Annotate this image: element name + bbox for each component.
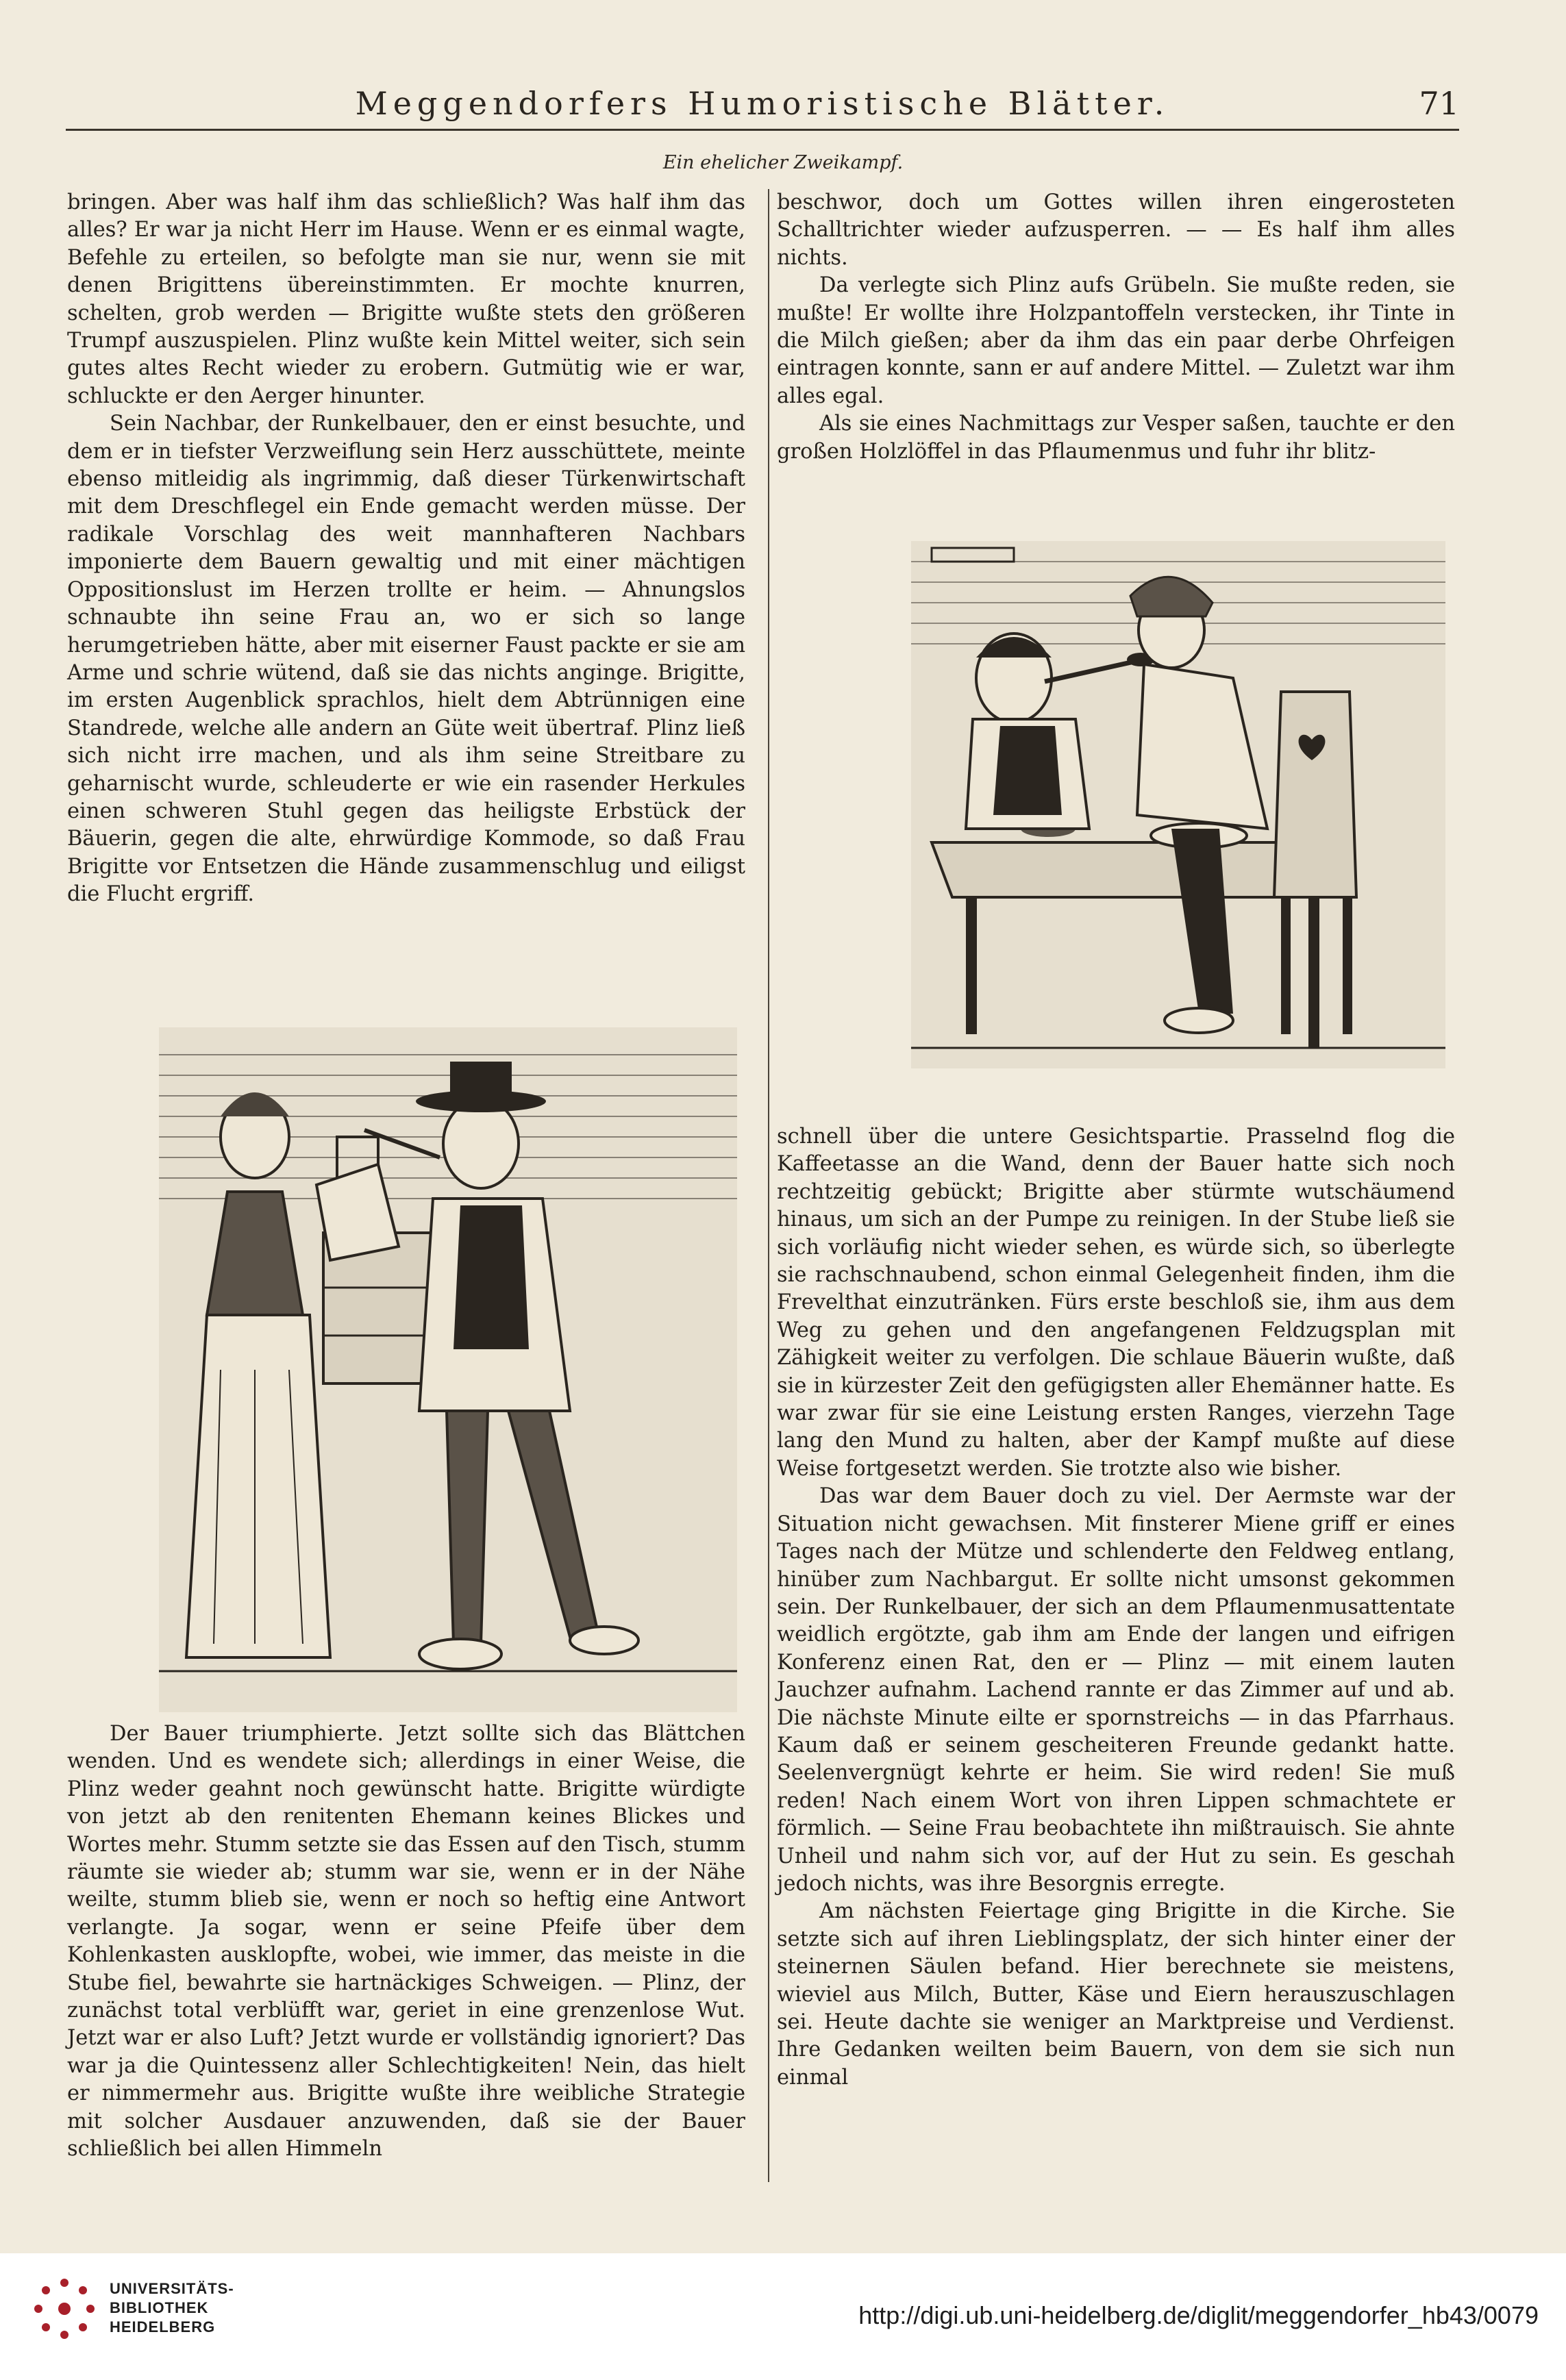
illustration-couple-standing [159, 1027, 737, 1712]
paragraph: Am nächsten Feiertage ging Brigitte in die Kirche. Sie setzte sich auf ihren Lieblingsplatz, der sich hinter einer der steinernen Säulen befand. Hier berechnete sie meistens, wieviel aus Milch, Butter, Käse und Eiern herauszuschlagen sei. Heute dachte sie weniger an Marktpreise und Verdienst. Ihre Gedanken weilten beim Bauern, von dem sie sich nun einmal [777, 1899, 1455, 2090]
right-column-top [777, 189, 1455, 466]
couple-drawing [159, 1027, 737, 1712]
left-column-bottom [67, 1720, 745, 2164]
paragraph: Als sie eines Nachmittags zur Vesper saßen, tauchte er den großen Holzlöffel in das Pflaumenmus und fuhr ihr blitz- [777, 412, 1455, 464]
magazine-title: Meggendorfers Humoristische Blätter. [355, 85, 1170, 122]
paragraph: Der Bauer triumphierte. Jetzt sollte sich das Blättchen wenden. Und es wendete sich; allerdings in einer Weise, die Plinz weder geahnt noch gewünscht hatte. Brigitte würdigte von jetzt ab den renitenten Ehemann keines Blickes und Wortes mehr. Stumm setzte sie das Essen auf den Tisch, stumm räumte sie wieder ab; stumm war sie, wenn er in der Nähe weilte, stumm blieb sie, wenn er noch so heftig eine Antwort verlangte. Ja sogar, wenn er seine Pfeife über dem Kohlenkasten ausklopfte, wobei, wie immer, das meiste in die Stube fiel, bewahrte sie hartnäckiges Schweigen. — Plinz, der zunächst total verblüfft war, geriet in eine grenzenlose Wut. Jetzt war er also Luft? Jetzt wurde er vollständig ignoriert? Das war ja die Quintessenz aller Schlechtigkeiten! Nein, das hielt er nimmermehr aus. Brigitte wußte ihre weibliche Strategie mit solcher Ausdauer anzuwenden, daß sie der Bauer schließlich bei allen Himmeln [67, 1722, 745, 2162]
paragraph: Sein Nachbar, der Runkelbauer, den er einst besuchte, und dem er in tiefster Verzweiflung sein Herz ausschüttete, meinte ebenso mitleidig als ingrimmig, daß dieser Türkenwirtschaft mit dem Dreschflegel ein Ende gemacht werden müsse. Der radikale Vorschlag des weit mannhafteren Nachbars imponierte dem Bauern gewaltig und mit einer mächtigen Oppositionslust im Herzen trollte er heim. — Ahnungslos schnaubte ihn seine Frau an, wo er sich so lange herumgetrieben hätte, aber mit eiserner Faust packte er sie am Arme und schrie wütend, daß sie das nichts anginge. Brigitte, im ersten Augenblick sprachlos, hielt dem Abtrünnigen eine Standrede, welche alle andern an Güte weit übertraf. Plinz ließ sich nicht irre machen, und als ihm seine Streitbare zu geharnischt wurde, schleuderte er wie ein rasender Herkules einen schweren Stuhl gegen das heiligste Erbstück der Bäuerin, gegen die alte, ehrwürdige Kommode, so daß Frau Brigitte vor Entsetzen die Hände zusammenschlug und eiligst die Flucht ergriff. [67, 412, 745, 907]
running-header [66, 81, 1459, 131]
university-library-logo-icon [33, 2277, 96, 2340]
source-url-link[interactable]: http://digi.ub.uni-heidelberg.de/diglit/meggendorfer_hb43/0079 [858, 2301, 1539, 2329]
table-drawing [911, 541, 1445, 1068]
paragraph: bringen. Aber was half ihm das schließlich? Was half ihm das alles? Er war ja nicht Herr im Hause. Wenn er es einmal wagte, Befehle zu erteilen, so befolgte man sie nur, wenn sie mit denen Brigittens übereinstimmten. Er mochte knurren, schelten, grob werden — Brigitte wußte stets den größeren Trumpf auszuspielen. Plinz wußte kein Mittel weiter, sich sein gutes altes Recht wieder zu erobern. Gutmütig wie er war, schluckte er den Aerger hinunter. [67, 190, 745, 408]
paragraph: schnell über die untere Gesichtspartie. Prasselnd flog die Kaffeetasse an die Wand, denn der Bauer hatte sich noch rechtzeitig gebückt; Brigitte aber stürmte wutschäumend hinaus, um sich an der Pumpe zu reinigen. In der Stube ließ sie sich vorläufig nicht wieder sehen, es würde sich, so überlegte sie rachschnaubend, schon einmal Gelegenheit finden, ihm die Frevelthat einzutränken. Fürs erste beschloß sie, ihm aus dem Weg zu gehen und den angefangenen Feldzugsplan mit Zähigkeit weiter zu verfolgen. Die schlaue Bäuerin wußte, daß sie in kürzester Zeit den gefügigsten aller Ehemänner hatte. Es war zwar für sie eine Leistung ersten Ranges, vierzehn Tage lang den Mund zu halten, aber der Kampf mußte auf diese Weise fortgesetzt werden. Sie trotzte also wie bisher. [777, 1125, 1455, 1481]
paragraph: Da verlegte sich Plinz aufs Grübeln. Sie mußte reden, sie mußte! Er wollte ihre Holzpantoffeln verstecken, ihr Tinte in die Milch gießen; aber da ihm das ein paar derbe Ohrfeigen eintragen konnte, sann er auf andere Mittel. — Zuletzt war ihm alles egal. [777, 273, 1455, 408]
institution-name: UNIVERSITÄTS- BIBLIOTHEK HEIDELBERG [110, 2280, 234, 2335]
paragraph: Das war dem Bauer doch zu viel. Der Aermste war der Situation nicht gewachsen. Mit finsterer Miene griff er eines Tages nach der Mütze und schlenderte den Feldweg entlang, hinüber zum Nachbargut. Er sollte nicht umsonst gekommen sein. Der Runkelbauer, der sich an dem Pflaumenmusattentate weidlich ergötzte, gab ihm am Ende der langen und eifrigen Konferenz einen Rat, den er — Plinz — mit einem lauten Jauchzer aufnahm. Lachend rannte er das Zimmer auf und ab. Die nächste Minute eilte er spornstreichs — in das Pfarrhaus. Kaum daß er seinem gescheiteren Freunde gedankt hatte. Seelenvergnügt kehrte er heim. Sie wird reden! Sie muß reden! Nach einem Wort von ihren Lippen schmachtete er förmlich. — Seine Frau beobachtete ihn mißtrauisch. Sie ahnte Unheil und nahm sich vor, auf der Hut zu sein. Es geschah jedoch nichts, was ihre Besorgnis erregte. [777, 1484, 1455, 1896]
story-title: Ein ehelicher Zweikampf. [662, 152, 904, 173]
left-column-top [67, 189, 745, 909]
page-number: 71 [1419, 85, 1459, 122]
paragraph: beschwor, doch um Gottes willen ihren eingerosteten Schalltrichter wieder aufzusperren. — — Es half ihm alles nichts. [777, 190, 1455, 270]
right-column-bottom [777, 1123, 1455, 2092]
column-rule [768, 189, 769, 2182]
digitization-footer [0, 2253, 1566, 2380]
illustration-table-scene [911, 541, 1445, 1068]
